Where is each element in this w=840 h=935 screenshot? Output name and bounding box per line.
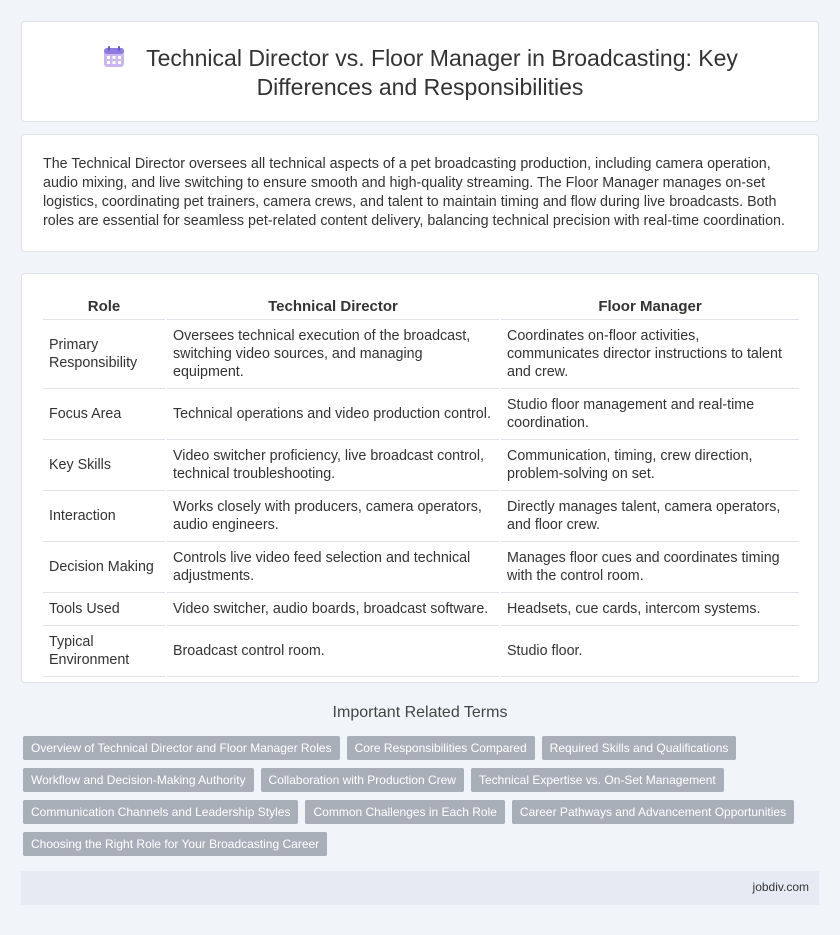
- technical-director-cell: Video switcher proficiency, live broadcast control, technical troubleshooting.: [166, 440, 500, 491]
- floor-manager-cell: Directly manages talent, camera operators, and floor crew.: [500, 491, 799, 542]
- related-term-tag[interactable]: Career Pathways and Advancement Opportunities: [512, 800, 794, 824]
- intro-card: [21, 134, 819, 252]
- related-term-tag[interactable]: Technical Expertise vs. On-Set Management: [471, 768, 724, 792]
- page-title: [22, 44, 818, 102]
- related-term-tag[interactable]: Choosing the Right Role for Your Broadcasting Career: [23, 832, 327, 856]
- title-card: [21, 21, 819, 122]
- technical-director-cell: Technical operations and video production control.: [166, 389, 500, 440]
- floor-manager-cell: Manages floor cues and coordinates timing with the control room.: [500, 542, 799, 593]
- calendar-grid-icon: [102, 45, 126, 69]
- role-cell: Typical Environment: [43, 626, 166, 677]
- related-term-tag[interactable]: Common Challenges in Each Role: [305, 800, 504, 824]
- table-row: [43, 593, 799, 626]
- role-cell: Focus Area: [43, 389, 166, 440]
- role-cell: Key Skills: [43, 440, 166, 491]
- technical-director-cell: Works closely with producers, camera operators, audio engineers.: [166, 491, 500, 542]
- technical-director-cell: Broadcast control room.: [166, 626, 500, 677]
- role-cell: Tools Used: [43, 593, 166, 626]
- technical-director-cell: Oversees technical execution of the broadcast, switching video sources, and managing equipment.: [166, 320, 500, 389]
- header-floor-manager: Floor Manager: [500, 296, 799, 320]
- title-line-2: Differences and Responsibilities: [256, 74, 584, 100]
- comparison-table: [43, 296, 799, 677]
- title-line-1: Technical Director vs. Floor Manager in Broadcasting: Key: [146, 45, 738, 71]
- role-cell: Interaction: [43, 491, 166, 542]
- table-row: [43, 389, 799, 440]
- header-role: Role: [43, 296, 166, 320]
- floor-manager-cell: Studio floor management and real-time coordination.: [500, 389, 799, 440]
- related-term-tag[interactable]: Communication Channels and Leadership Styles: [23, 800, 298, 824]
- comparison-card: [21, 273, 819, 683]
- floor-manager-cell: Coordinates on-floor activities, communicates director instructions to talent and crew.: [500, 320, 799, 389]
- technical-director-cell: Video switcher, audio boards, broadcast software.: [166, 593, 500, 626]
- floor-manager-cell: Headsets, cue cards, intercom systems.: [500, 593, 799, 626]
- related-term-tag[interactable]: Workflow and Decision-Making Authority: [23, 768, 254, 792]
- related-term-tag[interactable]: Collaboration with Production Crew: [261, 768, 464, 792]
- role-cell: Primary Responsibility: [43, 320, 166, 389]
- role-cell: Decision Making: [43, 542, 166, 593]
- header-technical-director: Technical Director: [166, 296, 500, 320]
- table-row: [43, 542, 799, 593]
- floor-manager-cell: Studio floor.: [500, 626, 799, 677]
- intro-paragraph: The Technical Director oversees all technical aspects of a pet broadcasting production, including camera operation, audio mixing, and live switching to ensure smooth and high-quality streaming. The Floor Manager manages on-set logistics, coordinating pet trainers, camera crews, and talent to maintain timing and flow during live broadcasts. Both roles are essential for seamless pet-related content delivery, balancing technical precision with real-time coordination.: [43, 156, 785, 229]
- related-terms-heading: Important Related Terms: [332, 704, 508, 721]
- technical-director-cell: Controls live video feed selection and technical adjustments.: [166, 542, 500, 593]
- related-term-tag[interactable]: Required Skills and Qualifications: [542, 736, 737, 760]
- table-row: [43, 626, 799, 677]
- related-term-tag[interactable]: Overview of Technical Director and Floor Manager Roles: [23, 736, 340, 760]
- floor-manager-cell: Communication, timing, crew direction, problem-solving on set.: [500, 440, 799, 491]
- site-link[interactable]: jobdiv.com: [752, 880, 809, 894]
- footer: [21, 871, 819, 905]
- related-terms-list: [23, 736, 823, 864]
- related-term-tag[interactable]: Core Responsibilities Compared: [347, 736, 535, 760]
- table-row: [43, 440, 799, 491]
- table-row: [43, 320, 799, 389]
- table-row: [43, 491, 799, 542]
- table-header-row: [43, 296, 799, 320]
